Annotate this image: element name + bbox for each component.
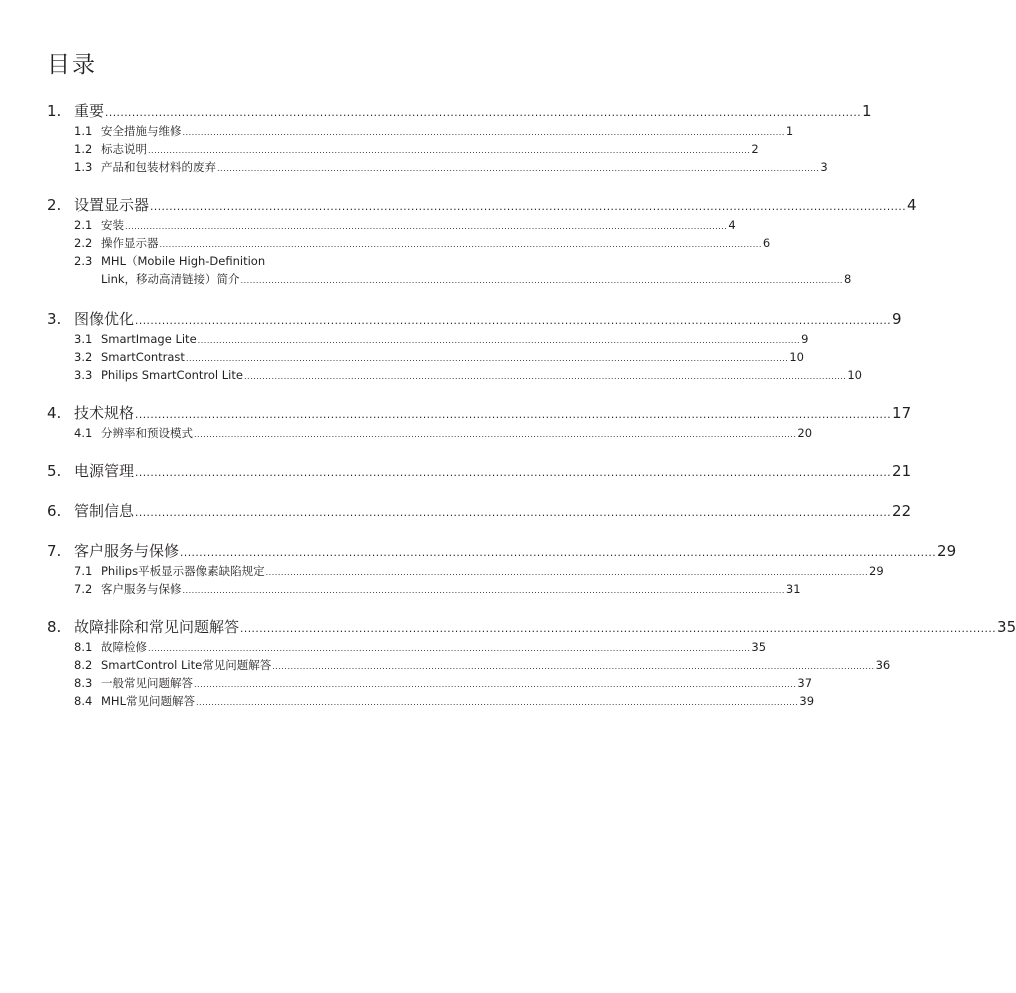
toc-subentry-number: 8.2 [74, 658, 93, 672]
toc-subentry-number: 3.1 [74, 332, 93, 346]
toc-subentry-page: 37 [797, 676, 813, 690]
toc-leader-dots [135, 404, 891, 426]
toc-subentry[interactable] [47, 330, 809, 348]
toc-subentry-page: 20 [797, 426, 813, 440]
toc-subentry-label-line1: MHL（Mobile High-Definition [101, 254, 266, 268]
toc-subentry-page: 6 [762, 236, 771, 250]
toc-leader-dots [266, 564, 868, 582]
toc-entry-page: 29 [937, 542, 957, 560]
toc-subentry-number: 2.3 [74, 254, 93, 268]
toc-subentry-page: 8 [843, 272, 852, 286]
toc-subentry-label: SmartContrast [101, 350, 185, 364]
toc-subentry[interactable] [47, 366, 862, 384]
toc-subentry[interactable] [47, 562, 884, 580]
toc-section [47, 540, 957, 598]
toc-leader-dots [183, 124, 785, 142]
toc-entry-page: 21 [892, 462, 912, 480]
toc-subentry-number: 1.2 [74, 142, 93, 156]
toc-entry-label: 客户服务与保修 [74, 542, 180, 560]
toc-subentry-number: 8.1 [74, 640, 93, 654]
toc-entry-page: 22 [892, 502, 912, 520]
toc-entry-label: 图像优化 [74, 310, 135, 328]
toc-subentry-number: 8.4 [74, 694, 93, 708]
toc-subentry[interactable] [47, 158, 828, 176]
toc-entry-label: 管制信息 [74, 502, 135, 520]
toc-leader-dots [240, 618, 996, 640]
toc-entry-number: 5. [47, 462, 62, 480]
toc-leader-dots [135, 462, 891, 484]
toc-subentry[interactable] [47, 216, 736, 234]
toc-leader-dots [125, 218, 727, 236]
toc-subentry-label: 一般常见问题解答 [101, 676, 193, 690]
toc-entry-label: 电源管理 [74, 462, 135, 480]
toc-section [47, 402, 912, 442]
toc-leader-dots [186, 350, 788, 368]
toc-leader-dots [194, 676, 796, 694]
toc-entry-number: 2. [47, 196, 62, 214]
toc-leader-dots [148, 142, 750, 160]
toc-subentry[interactable] [47, 424, 813, 442]
toc-subentry-page: 9 [801, 332, 809, 346]
toc-entry[interactable] [47, 540, 957, 562]
toc-subentry-number: 7.1 [74, 564, 93, 578]
toc-entry-number: 8. [47, 618, 62, 636]
toc-subentry-number: 2.2 [74, 236, 93, 250]
toc-subentry-label: 客户服务与保修 [101, 582, 182, 596]
page-title: 目录 [47, 52, 97, 78]
toc-leader-dots [150, 196, 906, 218]
toc-leader-dots [194, 426, 796, 444]
toc-entry-number: 6. [47, 502, 62, 520]
toc-entry-page: 4 [907, 196, 917, 214]
toc-entry[interactable] [47, 616, 1016, 638]
toc-leader-dots [180, 542, 936, 564]
toc-entry-page: 1 [862, 102, 872, 120]
toc-subentry[interactable] [47, 252, 852, 290]
toc-subentry[interactable] [47, 638, 767, 656]
toc-subentry-page: 29 [869, 564, 884, 578]
toc-section [47, 500, 912, 522]
toc-section [47, 194, 917, 290]
toc-section [47, 460, 912, 482]
toc-leader-dots [217, 160, 819, 178]
toc-entry-label: 技术规格 [74, 404, 135, 422]
toc-subentry-number: 7.2 [74, 582, 93, 596]
toc-entry-page: 17 [892, 404, 912, 422]
toc-subentry[interactable] [47, 692, 815, 710]
toc-subentry-label: 故障检修 [101, 640, 147, 654]
toc-entry[interactable] [47, 402, 912, 424]
toc-subentry-label: SmartControl Lite常见问题解答 [101, 658, 272, 672]
toc-subentry[interactable] [47, 348, 804, 366]
toc-leader-dots [198, 332, 800, 350]
toc-entry-page: 9 [892, 310, 902, 328]
toc-subentry-page: 10 [847, 368, 862, 382]
toc-subentry-label: SmartImage Lite [101, 332, 197, 346]
toc-entry-label: 设置显示器 [74, 196, 150, 214]
toc-leader-dots [135, 502, 891, 524]
toc-subentry-label: 标志说明 [101, 142, 147, 156]
toc-subentry-page: 10 [789, 350, 804, 364]
toc-subentry-number: 3.2 [74, 350, 93, 364]
toc-entry-label: 重要 [74, 102, 105, 120]
toc-subentry-label: Philips SmartControl Lite [101, 368, 243, 382]
toc-subentry-page: 39 [799, 694, 815, 708]
toc-subentry-label: 分辨率和预设模式 [101, 426, 193, 440]
toc-subentry[interactable] [47, 674, 813, 692]
toc-subentry-label: 安全措施与维修 [101, 124, 182, 138]
toc-subentry-label: 操作显示器 [101, 236, 159, 250]
toc-leader-dots [105, 102, 861, 124]
toc-subentry-page: 31 [785, 582, 801, 596]
toc-subentry[interactable] [47, 656, 891, 674]
toc-subentry-label-line2: Link，移动高清链接）简介 [101, 272, 240, 286]
toc-section [47, 100, 872, 176]
toc-subentry-label: 产品和包装材料的废弃 [101, 160, 216, 174]
toc-subentry-number: 2.1 [74, 218, 93, 232]
toc-entry[interactable] [47, 308, 902, 330]
toc-subentry[interactable] [47, 580, 801, 598]
toc-subentry-page: 1 [785, 124, 794, 138]
toc-entry-label: 故障排除和常见问题解答 [74, 618, 240, 636]
toc-leader-dots [244, 368, 846, 386]
toc-subentry-number: 1.1 [74, 124, 93, 138]
toc-leader-dots [196, 694, 798, 712]
toc-entry-number: 4. [47, 404, 62, 422]
toc-leader-dots [135, 310, 891, 332]
toc-entry[interactable] [47, 460, 912, 482]
toc-subentry-label: MHL常见问题解答 [101, 694, 195, 708]
toc-leader-dots [272, 658, 874, 676]
table-of-contents [47, 100, 1016, 710]
toc-subentry-number: 4.1 [74, 426, 93, 440]
toc-entry-page: 35 [997, 618, 1016, 636]
toc-subentry-page: 3 [820, 160, 828, 174]
toc-entry-number: 1. [47, 102, 62, 120]
toc-leader-dots [241, 272, 843, 290]
toc-subentry-label: 安装 [101, 218, 124, 232]
toc-subentry-number: 8.3 [74, 676, 93, 690]
toc-subentry-number: 3.3 [74, 368, 93, 382]
toc-subentry-page: 2 [751, 142, 759, 156]
toc-entry[interactable] [47, 500, 912, 522]
toc-entry-number: 3. [47, 310, 62, 328]
toc-entry[interactable] [47, 194, 917, 216]
toc-subentry[interactable] [47, 140, 759, 158]
toc-subentry-page: 36 [875, 658, 891, 672]
toc-subentry-number: 1.3 [74, 160, 93, 174]
toc-subentry[interactable] [47, 234, 771, 252]
toc-subentry-page: 4 [728, 218, 736, 232]
toc-entry-number: 7. [47, 542, 62, 560]
toc-entry[interactable] [47, 100, 872, 122]
toc-section [47, 308, 902, 384]
toc-leader-dots [183, 582, 785, 600]
toc-subentry-label: Philips平板显示器像素缺陷规定 [101, 564, 265, 578]
toc-subentry[interactable] [47, 122, 794, 140]
toc-section [47, 616, 1016, 710]
toc-subentry-page: 35 [751, 640, 767, 654]
